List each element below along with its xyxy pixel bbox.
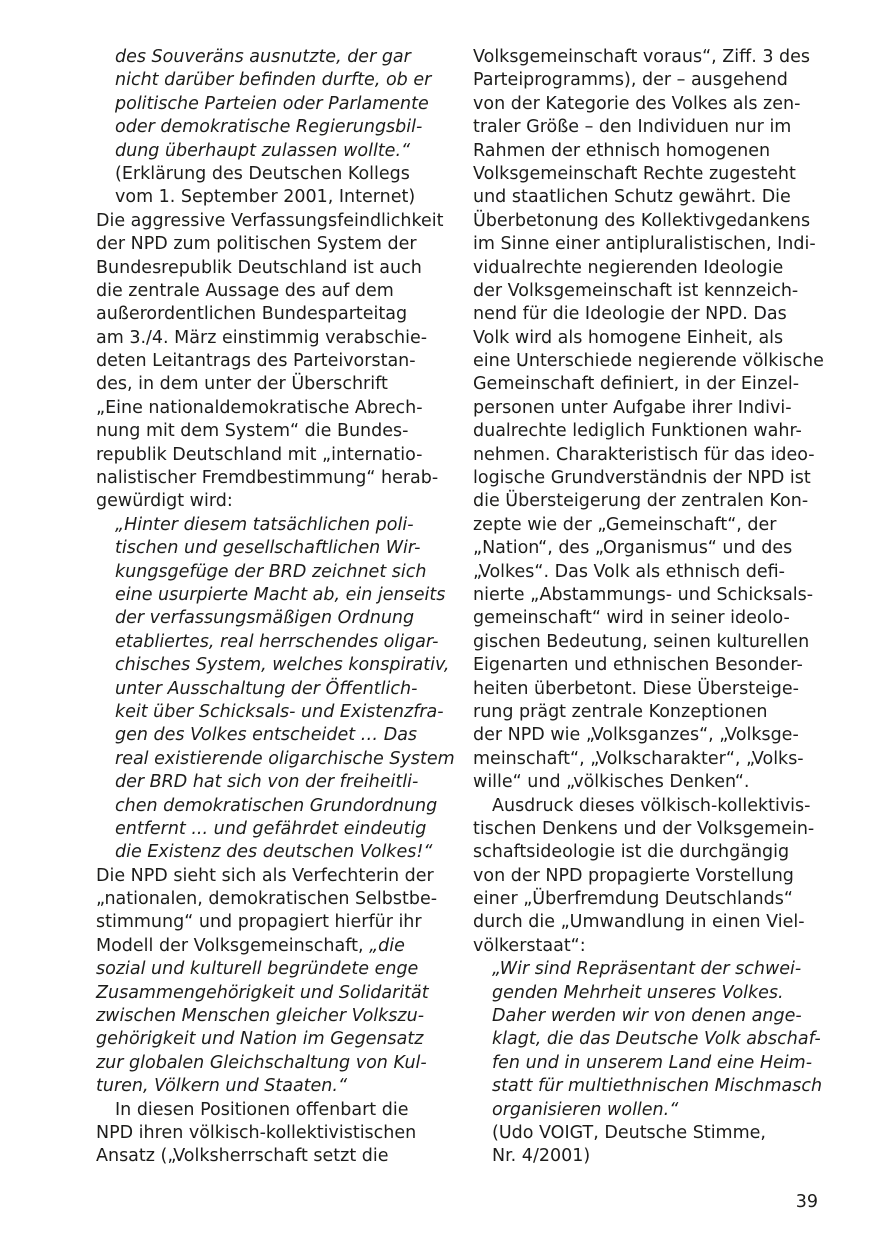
text-line-content: entfernt ... und gefährdet eindeutig xyxy=(115,818,427,839)
text-line xyxy=(96,140,440,163)
text-line-content: (Udo VOIGT, Deutsche Stimme, xyxy=(492,1122,766,1143)
text-line-content: tischen Denkens und der Volksgemein- xyxy=(473,818,815,839)
text-line xyxy=(96,935,440,958)
text-line xyxy=(96,678,440,701)
text-line xyxy=(96,841,440,864)
text-line xyxy=(473,561,818,584)
text-line xyxy=(473,607,818,630)
text-line xyxy=(473,444,818,467)
text-line-content: der BRD hat sich von der freiheitli- xyxy=(115,772,419,793)
text-line-content: organisieren wollen.“ xyxy=(492,1099,679,1120)
text-line xyxy=(96,561,440,584)
text-line xyxy=(473,678,818,701)
text-line-content: dung überhaupt zulassen wollte.“ xyxy=(115,140,411,161)
text-line-content: Rahmen der ethnisch homogenen xyxy=(473,140,771,161)
text-line xyxy=(473,327,818,350)
text-line-content: Volk wird als homogene Einheit, als xyxy=(473,327,784,348)
text-line-content: zwischen Menschen gleicher Volkszu- xyxy=(96,1006,425,1027)
text-line xyxy=(96,654,450,677)
text-line xyxy=(473,911,818,934)
text-line-content: „Eine nationaldemokratische Abrech- xyxy=(96,397,423,418)
text-line xyxy=(473,233,818,256)
text-line xyxy=(96,420,440,443)
text-line-content: Bundesrepublik Deutschland ist auch xyxy=(96,257,422,278)
text-line-content: tischen und gesellschaftlichen Wir- xyxy=(115,538,421,559)
text-line-content: Die aggressive Verfassungsfeindlichkeit xyxy=(96,210,444,231)
text-line xyxy=(96,490,440,513)
text-line xyxy=(96,795,440,818)
text-line xyxy=(473,140,818,163)
text-line xyxy=(96,748,455,771)
text-line xyxy=(473,771,818,794)
text-line xyxy=(96,46,440,69)
text-line-content: turen, Völkern und Staaten.“ xyxy=(96,1076,348,1097)
text-line-content: etabliertes, real herrschendes oligar- xyxy=(115,631,439,652)
text-line-content: (Erklärung des Deutschen Kollegs xyxy=(115,163,410,184)
text-line xyxy=(96,1005,440,1028)
text-line xyxy=(96,116,440,139)
text-line xyxy=(96,163,440,186)
text-line-content: Ansatz („Volksherrschaft setzt die xyxy=(96,1146,389,1167)
text-line xyxy=(96,444,440,467)
text-line-content: der NPD wie „Volksganzes“, „Volksge- xyxy=(473,725,799,746)
text-line xyxy=(96,1075,440,1098)
text-line-content: nehmen. Charakteristisch für das ideo- xyxy=(473,444,815,465)
text-line-content: gehörigkeit und Nation im Gegensatz xyxy=(96,1029,424,1050)
text-line-content: und staatlichen Schutz gewährt. Die xyxy=(473,187,791,208)
text-line-content: „Hinter diesem tatsächlichen poli- xyxy=(115,514,414,535)
text-line-content: völkerstaat“: xyxy=(473,935,586,956)
text-line xyxy=(473,280,818,303)
text-line-content: gen des Volkes entscheidet … Das xyxy=(115,725,418,746)
text-line-content: Gemeinschaft definiert, in der Einzel- xyxy=(473,374,800,395)
text-line-content: Zusammengehörigkeit und Solidarität xyxy=(96,982,429,1003)
text-line-content: die Übersteigerung der zentralen Kon- xyxy=(473,491,809,512)
text-line xyxy=(473,888,818,911)
text-line-content: vidualrechte negierenden Ideologie xyxy=(473,257,784,278)
text-line-content: gemeinschaft“ wird in seiner ideolo- xyxy=(473,608,790,629)
text-line-content: am 3./4. März einstimmig verabschie- xyxy=(96,327,428,348)
text-line-content: politische Parteien oder Parlamente xyxy=(115,93,429,114)
text-line xyxy=(473,1075,823,1098)
text-line-content: schaftsideologie ist die durchgängig xyxy=(473,842,790,863)
text-line xyxy=(473,841,818,864)
text-line xyxy=(96,607,440,630)
text-line-content: von der NPD propagierte Vorstellung xyxy=(473,865,794,886)
text-line xyxy=(473,537,818,560)
text-line-content: nend für die Ideologie der NPD. Das xyxy=(473,304,787,325)
text-line xyxy=(96,186,440,209)
text-line-content: im Sinne einer antipluralistischen, Indi- xyxy=(473,234,816,255)
text-line xyxy=(473,490,818,513)
text-line xyxy=(473,303,818,326)
text-line xyxy=(473,958,818,981)
text-line-content: NPD ihren völkisch-kollektivistischen xyxy=(96,1122,417,1143)
text-line xyxy=(473,163,818,186)
text-line xyxy=(96,1052,440,1075)
text-line xyxy=(96,397,440,420)
text-line-content: chisches System, welches konspirativ, xyxy=(115,655,450,676)
text-line-content: Modell der Volksgemeinschaft, xyxy=(96,935,370,956)
text-line-content: sozial und kulturell begründete enge xyxy=(96,959,419,980)
text-line xyxy=(96,327,440,350)
text-line xyxy=(473,467,818,490)
text-line-content: die Existenz des deutschen Volkes!“ xyxy=(115,842,433,863)
text-line-content: zepte wie der „Gemeinschaft“, der xyxy=(473,514,777,535)
text-line xyxy=(96,865,440,888)
text-line xyxy=(473,795,818,818)
text-line-content: „Wir sind Repräsentant der schwei- xyxy=(492,959,802,980)
text-line xyxy=(96,631,440,654)
text-line-content: genden Mehrheit unseres Volkes. xyxy=(492,982,784,1003)
page-number: 39 xyxy=(795,1192,818,1212)
text-line xyxy=(96,1028,440,1051)
text-line xyxy=(473,935,818,958)
text-line xyxy=(96,514,440,537)
text-line xyxy=(96,584,446,607)
text-line-content: „Volkes“. Das Volk als ethnisch defi- xyxy=(473,561,785,582)
text-line xyxy=(96,93,440,116)
text-line xyxy=(473,1122,818,1145)
text-line xyxy=(96,982,440,1005)
text-line xyxy=(96,911,440,934)
text-line-content: eine Unterschiede negierende völkische xyxy=(473,351,824,372)
text-line xyxy=(96,701,444,724)
text-line-content: In diesen Positionen offenbart die xyxy=(115,1099,409,1120)
text-line-content: des, in dem unter der Überschrift xyxy=(96,374,388,395)
text-line-content: chen demokratischen Grundordnung xyxy=(115,795,438,816)
text-line-content: dualrechte lediglich Funktionen wahr- xyxy=(473,421,802,442)
text-line-content: republik Deutschland mit „internatio- xyxy=(96,444,423,465)
text-line-content: wille“ und „völkisches Denken“. xyxy=(473,772,750,793)
text-line xyxy=(96,373,440,396)
text-line xyxy=(96,210,444,233)
text-line xyxy=(473,116,818,139)
text-line-content: nierte „Abstammungs- und Schicksals- xyxy=(473,584,814,605)
text-line-content: Parteiprogramms), der – ausgehend xyxy=(473,70,788,91)
text-line xyxy=(473,186,818,209)
text-line-content: keit über Schicksals- und Existenzfra- xyxy=(115,701,444,722)
text-line xyxy=(473,257,818,280)
text-line-content: „Nation“, des „Organismus“ und des xyxy=(473,538,793,559)
text-line-content: Eigenarten und ethnischen Besonder- xyxy=(473,655,803,676)
text-line-content: heiten überbetont. Diese Übersteige- xyxy=(473,678,799,699)
text-line xyxy=(473,373,818,396)
text-line-content: Die NPD sieht sich als Verfechterin der xyxy=(96,865,434,886)
text-line xyxy=(473,818,818,841)
text-line-content: Volksgemeinschaft Rechte zugesteht xyxy=(473,163,796,184)
text-line-content: Daher werden wir von denen ange- xyxy=(492,1006,802,1027)
text-line-content: deten Leitantrags des Parteivorstan- xyxy=(96,351,416,372)
text-line xyxy=(96,818,440,841)
text-line-content: nicht darüber befinden durfte, ob er xyxy=(115,70,432,91)
text-line-content: gewürdigt wird: xyxy=(96,491,233,512)
text-line xyxy=(96,1122,440,1145)
text-line-content: gischen Bedeutung, seinen kulturellen xyxy=(473,631,810,652)
text-line-content: stimmung“ und propagiert hierfür ihr xyxy=(96,912,422,933)
text-line xyxy=(473,584,818,607)
text-line xyxy=(96,303,440,326)
text-line-content: nalistischer Fremdbestimmung“ herab- xyxy=(96,468,439,489)
text-line-content: Nr. 4/2001) xyxy=(492,1146,591,1167)
text-line-content: der NPD zum politischen System der xyxy=(96,234,417,255)
text-line xyxy=(473,46,818,69)
text-line-content: rung prägt zentrale Konzeptionen xyxy=(473,701,768,722)
text-line-content: die zentrale Aussage des auf dem xyxy=(96,280,394,301)
text-line xyxy=(473,210,818,233)
text-line-content: statt für multiethnischen Mischmasch xyxy=(492,1076,823,1097)
text-line xyxy=(473,654,818,677)
text-line-content: Ausdruck dieses völkisch-kollektivis- xyxy=(492,795,811,816)
text-line-content: klagt, die das Deutsche Volk abschaf- xyxy=(492,1029,821,1050)
text-line xyxy=(96,1145,440,1168)
italic-text-fragment: „die xyxy=(369,935,405,956)
text-line-content: real existierende oligarchische System xyxy=(115,748,455,769)
text-line xyxy=(473,93,818,116)
text-line xyxy=(96,280,440,303)
text-line-content: durch die „Umwandlung in einen Viel- xyxy=(473,912,805,933)
text-line xyxy=(96,771,440,794)
text-line xyxy=(96,537,440,560)
text-line-content: „nationalen, demokratischen Selbstbe- xyxy=(96,889,438,910)
text-line-content: des Souveräns ausnutzte, der gar xyxy=(115,47,411,67)
text-line-content: der verfassungsmäßigen Ordnung xyxy=(115,608,415,629)
text-line-content: nung mit dem System“ die Bundes- xyxy=(96,421,409,442)
text-line-content: logische Grundverständnis der NPD ist xyxy=(473,468,811,489)
text-line xyxy=(473,1099,818,1122)
text-line-content: meinschaft“, „Volkscharakter“, „Volks- xyxy=(473,748,804,769)
right-column xyxy=(473,46,824,1169)
text-line-content: Überbetonung des Kollektivgedankens xyxy=(473,210,811,231)
text-line xyxy=(473,69,818,92)
text-line xyxy=(96,350,440,373)
text-line xyxy=(96,958,440,981)
text-line-content: eine usurpierte Macht ab, ein jenseits xyxy=(115,584,446,605)
text-line xyxy=(473,1052,818,1075)
text-line xyxy=(96,1099,440,1122)
text-line-content: fen und in unserem Land eine Heim- xyxy=(492,1052,813,1073)
text-line-content: personen unter Aufgabe ihrer Indivi- xyxy=(473,397,792,418)
left-column xyxy=(96,46,455,1169)
text-line-content: außerordentlichen Bundesparteitag xyxy=(96,304,408,325)
text-line-content: unter Ausschaltung der Öffentlich- xyxy=(115,678,418,699)
text-line-content: kungsgefüge der BRD zeichnet sich xyxy=(115,561,427,582)
text-line xyxy=(473,1028,821,1051)
text-line xyxy=(473,724,818,747)
text-line xyxy=(473,1145,818,1168)
text-line-content: vom 1. September 2001, Internet) xyxy=(115,187,416,208)
text-line-content: Volksgemeinschaft voraus“, Ziff. 3 des xyxy=(473,47,811,67)
text-line-content: zur globalen Gleichschaltung von Kul- xyxy=(96,1052,427,1073)
text-line-content: der Volksgemeinschaft ist kennzeich- xyxy=(473,280,799,301)
text-line xyxy=(473,982,818,1005)
text-line-content: einer „Überfremdung Deutschlands“ xyxy=(473,889,793,910)
text-line xyxy=(473,420,818,443)
text-line xyxy=(96,724,440,747)
text-line xyxy=(473,397,818,420)
text-line xyxy=(96,257,440,280)
text-line xyxy=(473,631,818,654)
text-line xyxy=(473,1005,818,1028)
text-line xyxy=(473,701,818,724)
text-line xyxy=(473,865,818,888)
text-line xyxy=(96,233,440,256)
text-line xyxy=(473,350,824,373)
text-line xyxy=(473,514,818,537)
text-line xyxy=(96,467,440,490)
text-line xyxy=(96,69,440,92)
text-line xyxy=(96,888,440,911)
text-line-content: von der Kategorie des Volkes als zen- xyxy=(473,93,801,114)
text-line-content: oder demokratische Regierungsbil- xyxy=(115,117,423,138)
text-line-content: traler Größe – den Individuen nur im xyxy=(473,117,792,138)
text-line xyxy=(473,748,818,771)
